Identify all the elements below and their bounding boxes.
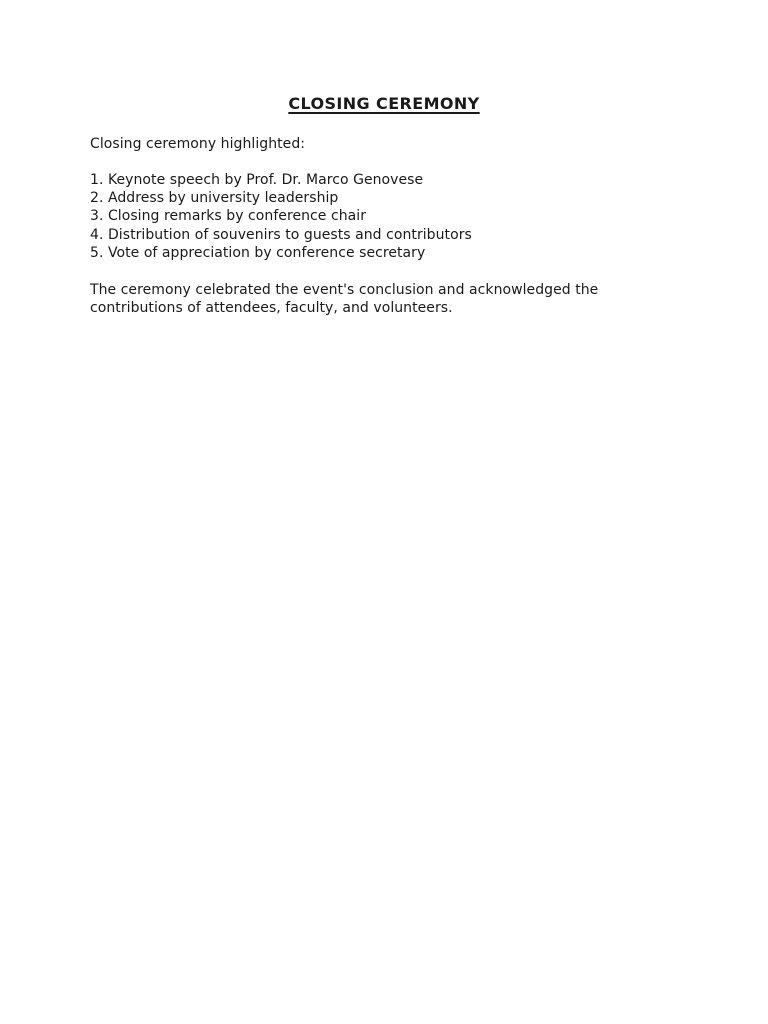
intro-paragraph: Closing ceremony highlighted: bbox=[90, 136, 306, 152]
list-item: 1. Keynote speech by Prof. Dr. Marco Genovese bbox=[90, 172, 424, 188]
list-item: 5. Vote of appreciation by conference secretary bbox=[90, 244, 426, 261]
closing-paragraph: The ceremony celebrated the event's conclusion and acknowledged the contributions of attendees, faculty, and volunteers. bbox=[90, 282, 599, 317]
list-item: 4. Distribution of souvenirs to guests and contributors bbox=[90, 226, 472, 243]
document-title: CLOSING CEREMONY bbox=[288, 94, 480, 113]
list-item: 3. Closing remarks by conference chair bbox=[90, 208, 367, 225]
highlights-list bbox=[90, 171, 472, 262]
list-item: 2. Address by university leadership bbox=[90, 190, 339, 207]
